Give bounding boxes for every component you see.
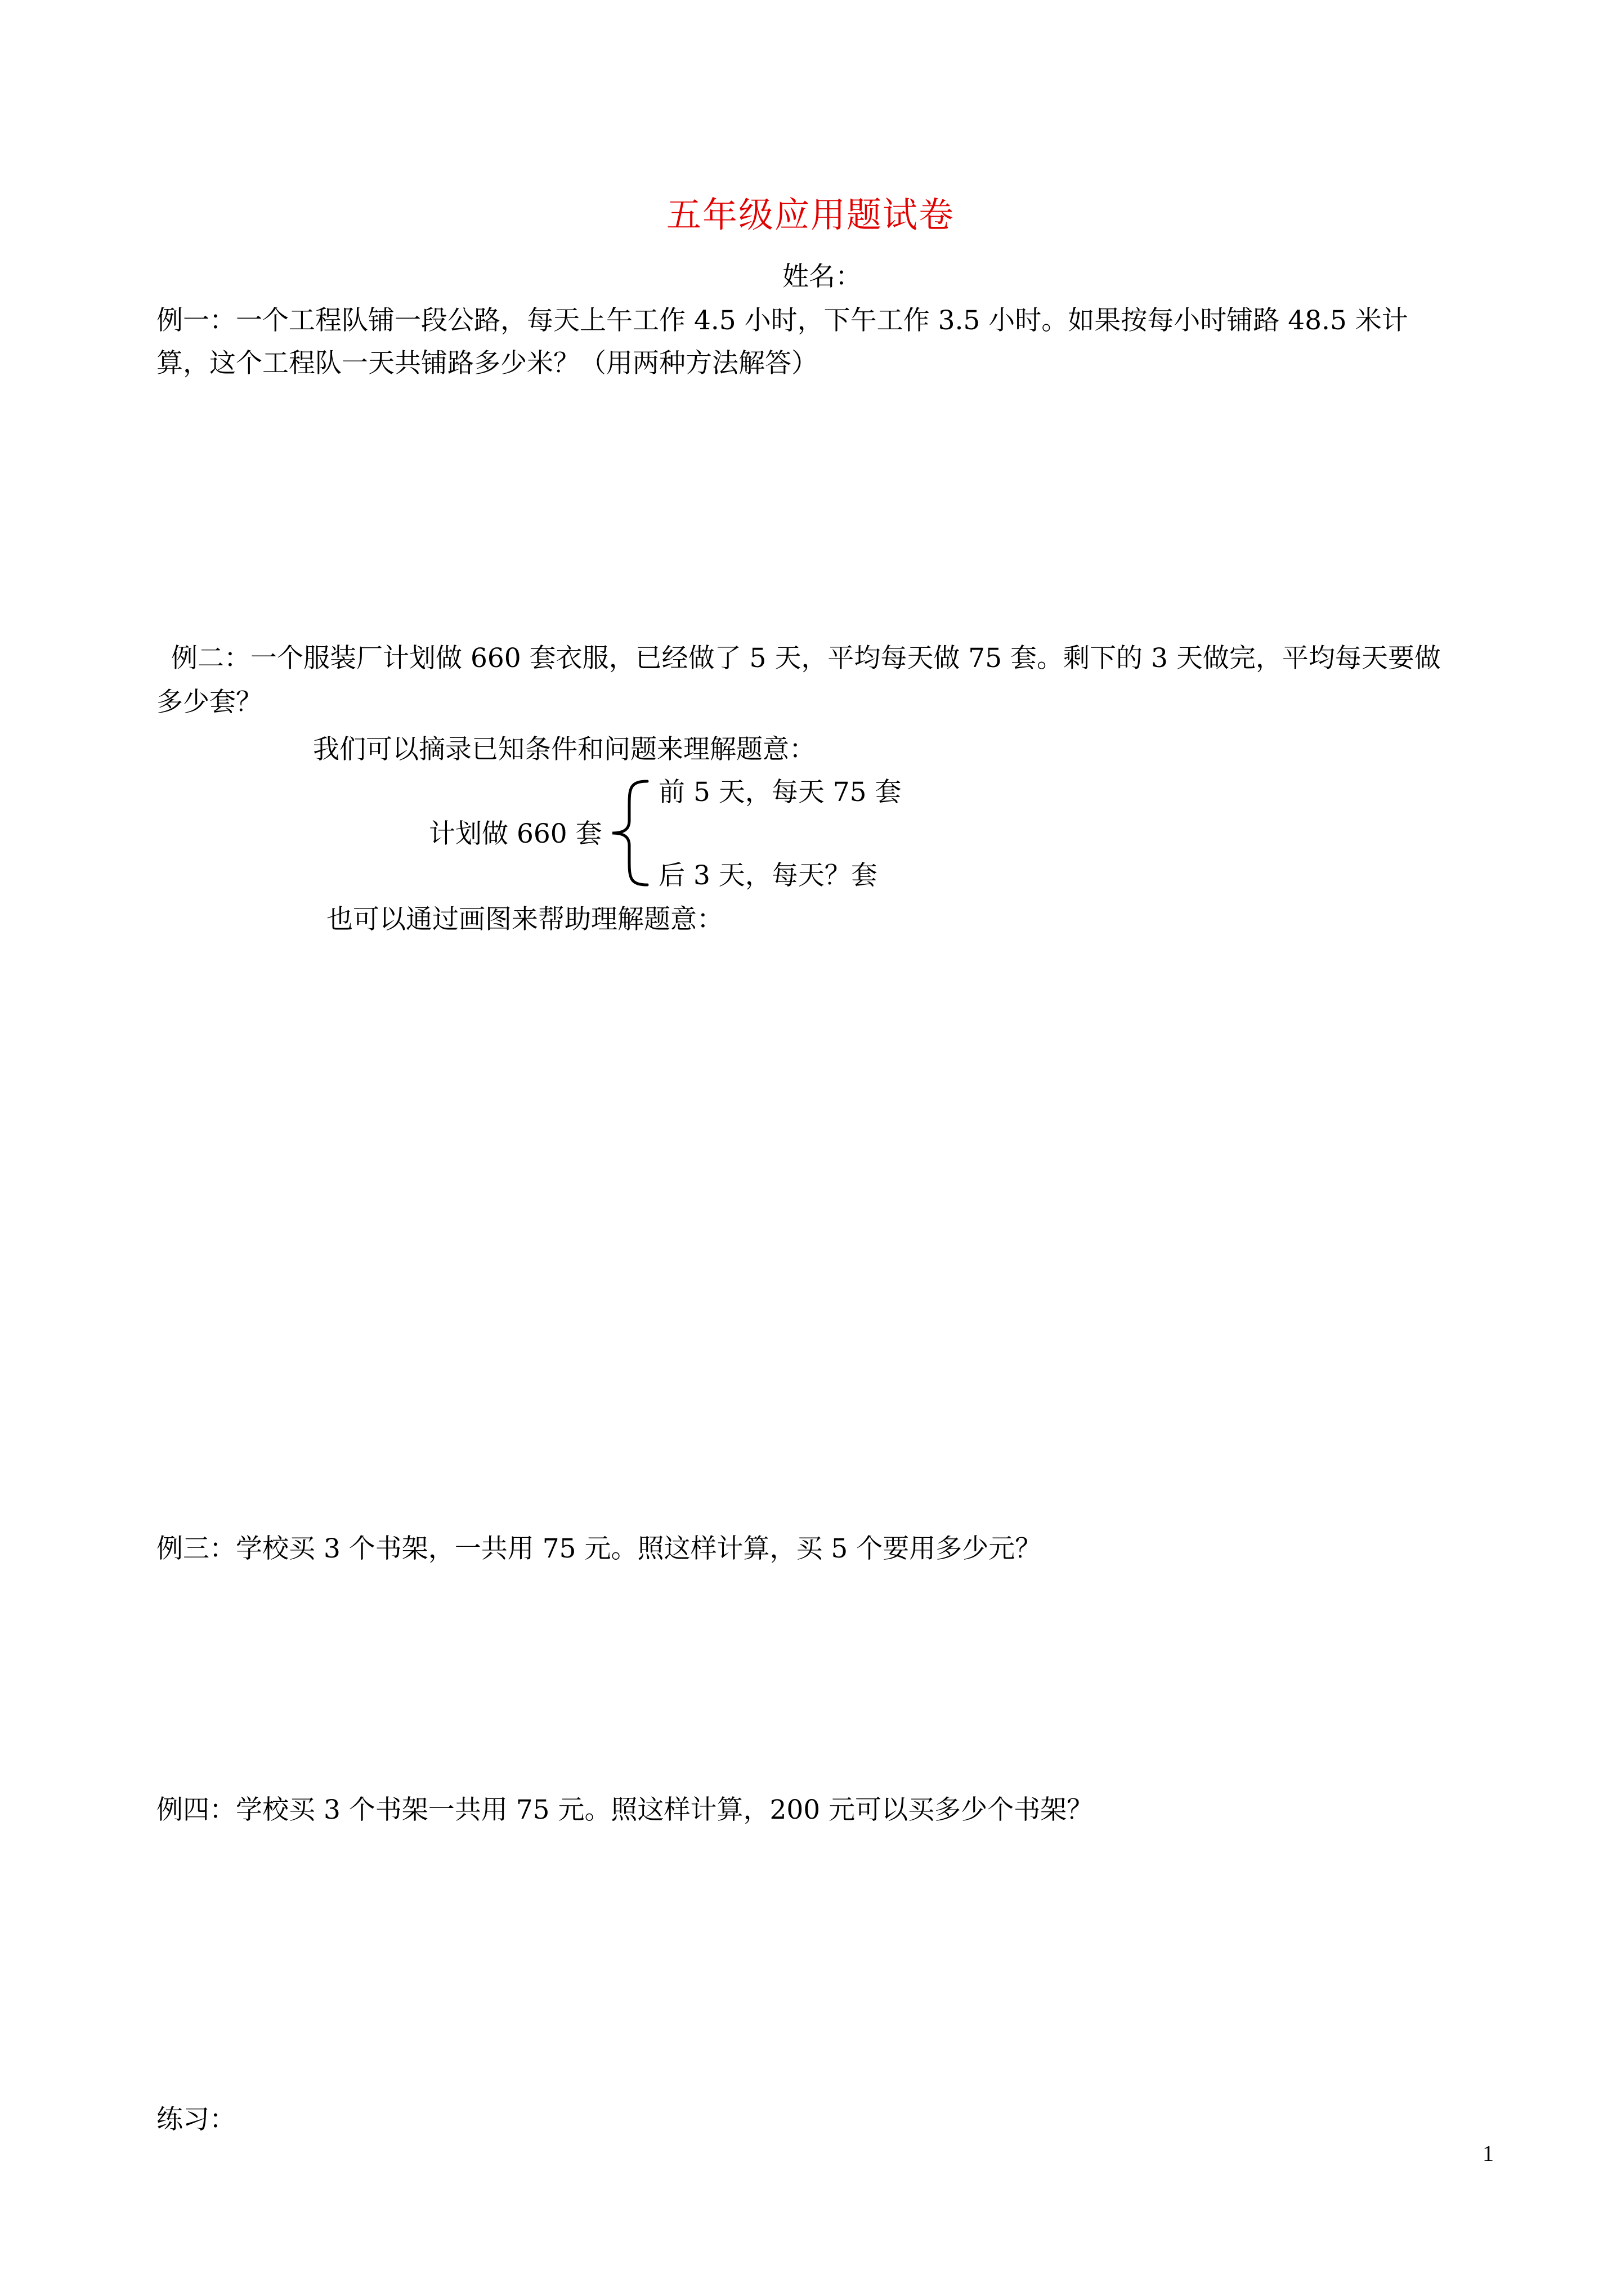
example4: 例四：学校买 3 个书架一共用 75 元。照这样计算，200 元可以买多少个书架？ xyxy=(156,1794,1094,1825)
example2-line1: 例二：一个服装厂计划做 660 套衣服，已经做了 5 天，平均每天做 75 套。剩下的 3 天做完，平均每天要做 xyxy=(171,643,1441,674)
curly-brace-icon xyxy=(602,777,653,889)
example1-line1: 例一：一个工程队铺一段公路，每天上午工作 4.5 小时，下午工作 3.5 小时。如果按每小时铺路 48.5 米计 xyxy=(156,305,1408,336)
example3: 例三：学校买 3 个书架，一共用 75 元。照这样计算，买 5 个要用多少元？ xyxy=(156,1533,1042,1564)
example2-excerpt-note: 我们可以摘录已知条件和问题来理解题意： xyxy=(313,734,816,765)
practice-label: 练习： xyxy=(156,2104,236,2135)
example2-front-days: 前 5 天，每天 75 套 xyxy=(659,777,902,808)
example2-line2: 多少套？ xyxy=(156,687,262,718)
name-label: 姓名： xyxy=(782,261,862,292)
example2-back-days: 后 3 天，每天？套 xyxy=(659,860,877,891)
page-number: 1 xyxy=(1483,2141,1494,2166)
page-title: 五年级应用题试卷 xyxy=(666,194,955,235)
example2-plan-label: 计划做 660 套 xyxy=(429,818,602,849)
example1-line2: 算，这个工程队一天共铺路多少米？（用两种方法解答） xyxy=(156,348,818,379)
example2-diagram-note: 也可以通过画图来帮助理解题意： xyxy=(326,904,723,935)
